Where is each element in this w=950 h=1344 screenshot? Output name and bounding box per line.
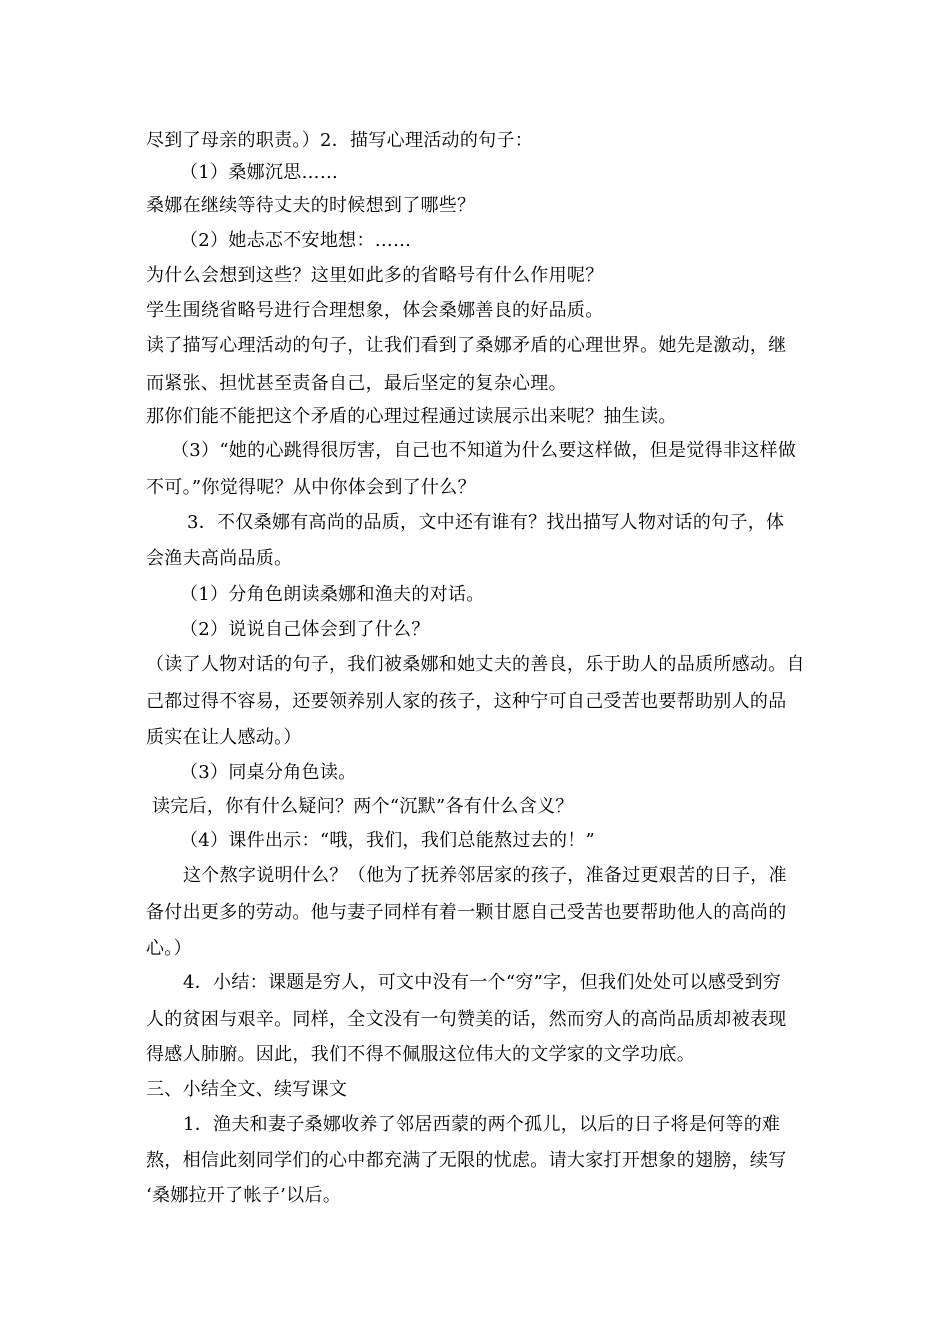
text-line: （2）说说自己体会到了什么？ <box>180 619 430 640</box>
text-line: 己都过得不容易，还要领养别人家的孩子，这种宁可自己受苦也要帮助别人的品 <box>146 691 787 712</box>
text-line: （1）分角色朗读桑娜和渔夫的对话。 <box>180 584 485 605</box>
text-line: （1）桑娜沉思…… <box>180 162 339 183</box>
text-line: 1．渔夫和妻子桑娜收养了邻居西蒙的两个孤儿，以后的日子将是何等的难 <box>183 1114 781 1135</box>
text-line: 得感人肺腑。因此，我们不得不佩服这位伟大的文学家的文学功底。 <box>146 1044 695 1065</box>
text-line: 桑娜在继续等待丈夫的时候想到了哪些？ <box>146 195 476 216</box>
text-line: ‘桑娜拉开了帐子’以后。 <box>146 1185 342 1206</box>
text-line: 心。） <box>146 938 192 959</box>
text-line: 备付出更多的劳动。他与妻子同样有着一颗甘愿自己受苦也要帮助他人的高尚的 <box>146 902 787 923</box>
text-line: 而紧张、担忧甚至责备自己，最后坚定的复杂心理。 <box>146 373 567 394</box>
text-line: （2）她忐忑不安地想：…… <box>180 230 412 251</box>
text-line: 不可。”你觉得呢？从中你体会到了什么？ <box>146 477 476 498</box>
text-line: 读了描写心理活动的句子，让我们看到了桑娜矛盾的心理世界。她先是激动，继 <box>146 335 787 356</box>
text-line: 人的贫困与艰辛。同样，全文没有一句赞美的话，然而穷人的高尚品质却被表现 <box>146 1009 787 1030</box>
text-line: 熬，相信此刻同学们的心中都充满了无限的忧虑。请大家打开想象的翅膀，续写 <box>146 1150 787 1171</box>
text-line: 那你们能不能把这个矛盾的心理过程通过读展示出来呢？抽生读。 <box>146 406 677 427</box>
text-line: （读了人物对话的句子，我们被桑娜和她丈夫的善良，乐于助人的品质所感动。自 <box>146 654 805 675</box>
text-line: 学生围绕省略号进行合理想象，体会桑娜善良的好品质。 <box>146 300 604 321</box>
text-line: 这个熬字说明什么？（他为了抚养邻居家的孩子，准备过更艰苦的日子，准 <box>183 865 787 886</box>
text-line: 为什么会想到这些？这里如此多的省略号有什么作用呢？ <box>146 265 604 286</box>
text-line: 4．小结：课题是穷人，可文中没有一个“穷”字，但我们处处可以感受到穷 <box>183 972 782 993</box>
text-line: （3）同桌分角色读。 <box>180 762 357 783</box>
text-line: 3．不仅桑娜有高尚的品质，文中还有谁有？找出描写人物对话的句子，体 <box>187 512 785 533</box>
text-line: （3）“她的心跳得很厉害，自己也不知道为什么要这样做，但是觉得非这样做 <box>171 440 797 461</box>
text-line: 会渔夫高尚品质。 <box>146 548 293 569</box>
text-line: 三、小结全文、续写课文 <box>146 1079 348 1100</box>
text-line: 尽到了母亲的职责。）2．描写心理活动的句子： <box>146 130 534 151</box>
text-line: （4）课件出示：“哦，我们，我们总能熬过去的！” <box>180 830 596 851</box>
text-line: 读完后，你有什么疑问？两个“沉默”各有什么含义？ <box>152 796 574 817</box>
text-line: 质实在让人感动。） <box>146 727 302 748</box>
